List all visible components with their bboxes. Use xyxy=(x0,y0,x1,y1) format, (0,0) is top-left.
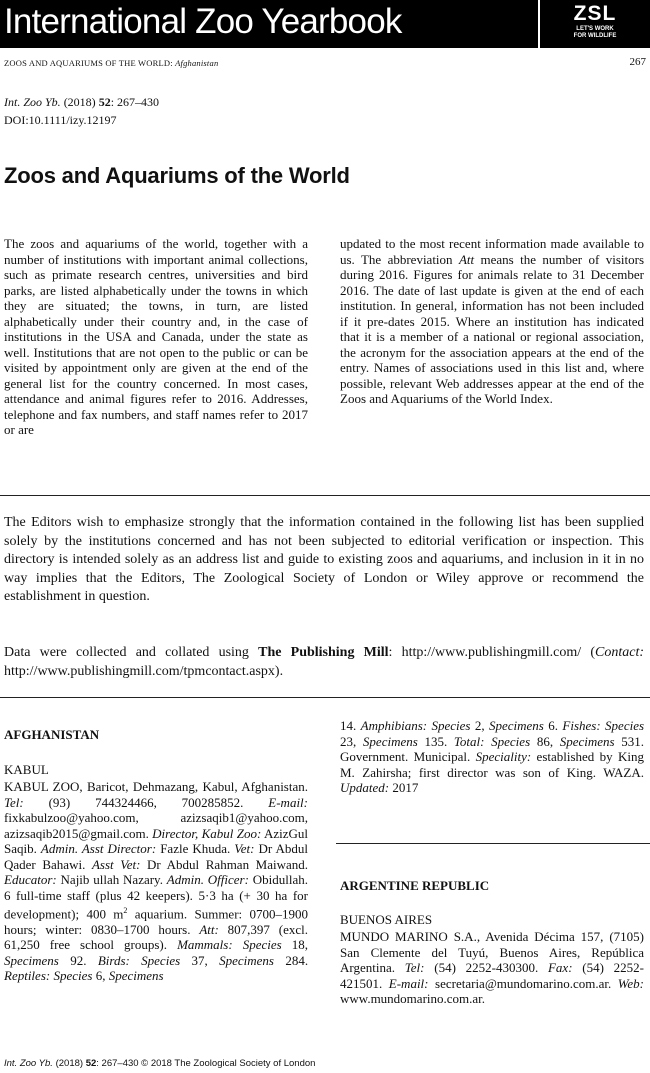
data-collection-note: Data were collected and collated using The Publishing Mill: http://www.publishingmill.com/ (Contact: http://www.publishingmill.com/tpmcontact.aspx). xyxy=(4,645,645,679)
zsl-logo-text: ZSL xyxy=(573,2,617,25)
journal-title: International Zoo Yearbook xyxy=(4,2,402,41)
divider xyxy=(0,495,650,496)
divider xyxy=(336,843,650,844)
country-heading-argentina: ARGENTINE REPUBLIC xyxy=(340,878,490,893)
entry-kabul-zoo-continued: 14. Amphibians: Species 2, Specimens 6. Fishes: Species 23, Specimens 135. Total: Species 86, Specimens 531. Government. Municipal. Speciality: established by King M. Zahirsha; first director was son of King. WAZA. Updated: 2017 xyxy=(340,718,645,795)
citation: Int. Zoo Yb. (2018) 52: 267–430 DOI:10.1111/izy.12197 xyxy=(4,95,160,127)
editors-notice: The Editors wish to emphasize strongly that the information contained in the following list has been supplied solely by the institutions concerned and has not been subjected to editorial verification or inspection. This directory is intended solely as an address list and guide to existing zoos and aquariums, and inclusion in it in no way implies that the Editors, The Zoological Society of London or Wiley approve or recommend the establishment in question. xyxy=(4,515,644,604)
page-footer: Int. Zoo Yb. (2018) 52: 267–430 © 2018 The Zoological Society of London xyxy=(4,1058,316,1069)
journal-banner xyxy=(0,0,650,48)
article-title: Zoos and Aquariums of the World xyxy=(4,163,350,188)
zsl-logo-tagline: LET'S WORK FOR WILDLIFE xyxy=(573,26,617,39)
country-heading-afghanistan: AFGHANISTAN xyxy=(4,727,100,742)
zsl-logo xyxy=(538,0,650,48)
entry-kabul-zoo: KABUL ZOO, Baricot, Dehmazang, Kabul, Afghanistan. Tel: (93) 744324466, 700285852. E-mail: fixkabulzoo@yahoo.com, azizsaqib1@yahoo.com, azizsaqib2015@gmail.com. Director, Kabul Zoo: AzizGul Saqib. Admin. Asst Director: Fazle Khuda. Vet: Dr Abdul Qader Bahawi. Asst Vet: Dr Abdul Rahman Maiwand. Educator: Najib ullah Nazary. Admin. Officer: Obidullah. 6 full-time staff (plus 42 keepers). 5·3 ha (+ 30 ha for development); 400 $m^2$ aquarium. Summer: 0700–1900 hours; winter: 0830–1700 hours. Att: 807,397 (excl. 61,250 free school groups). Mammals: Species 18, Specimens 92. Birds: Species 37, Specimens 284. Reptiles: Species 6, Specimens xyxy=(4,779,309,984)
entry-mundo-marino: MUNDO MARINO S.A., Avenida Décima 157, (7105) San Clemente del Tuyú, Buenos Aires, República Argentina. Tel: (54) 2252-430300. Fax: (54) 2252-421501. E-mail: secretaria@mundomarino.com.ar. Web: www.mundomarino.com.ar. xyxy=(340,929,645,1006)
town-heading-kabul: KABUL xyxy=(4,762,49,777)
running-head: ZOOS AND AQUARIUMS OF THE WORLD: Afghanistan xyxy=(4,58,219,68)
intro-left-column: The zoos and aquariums of the world, together with a number of institutions with important animal collections, such as primate research centres, universities and bird parks, are listed alphabetically under the towns in which they are situated; the towns, in turn, are listed alphabetically under their country and, in the case of institutions in the USA and Canada, under the state as well. Institutions that are not open to the public or can be visited by appointment only are given at the end of the general list for the country concerned. In most cases, attendance and animal figures refer to 2016. Addresses, telephone and fax numbers, and staff names refer to 2017 or are xyxy=(4,236,308,437)
intro-right-column: updated to the most recent information made available to us. The abbreviation Att means the number of visitors during 2016. Figures for animals relate to 31 December 2016. The date of last update is given at the end of each institution. In general, information has not been included if it pre-dates 2015. Where an institution has indicated that it is a member of a national or regional association, the acronym for the association appears at the end of the entry. Names of associations used in this list and, where possible, relevant Web addresses appear at the end of the Zoos and Aquariums of the World Index. xyxy=(340,236,645,406)
doi: DOI:10.1111/izy.12197 xyxy=(4,113,117,127)
town-heading-buenos-aires: BUENOS AIRES xyxy=(340,912,433,927)
divider xyxy=(0,697,650,698)
page-number: 267 xyxy=(629,56,646,68)
